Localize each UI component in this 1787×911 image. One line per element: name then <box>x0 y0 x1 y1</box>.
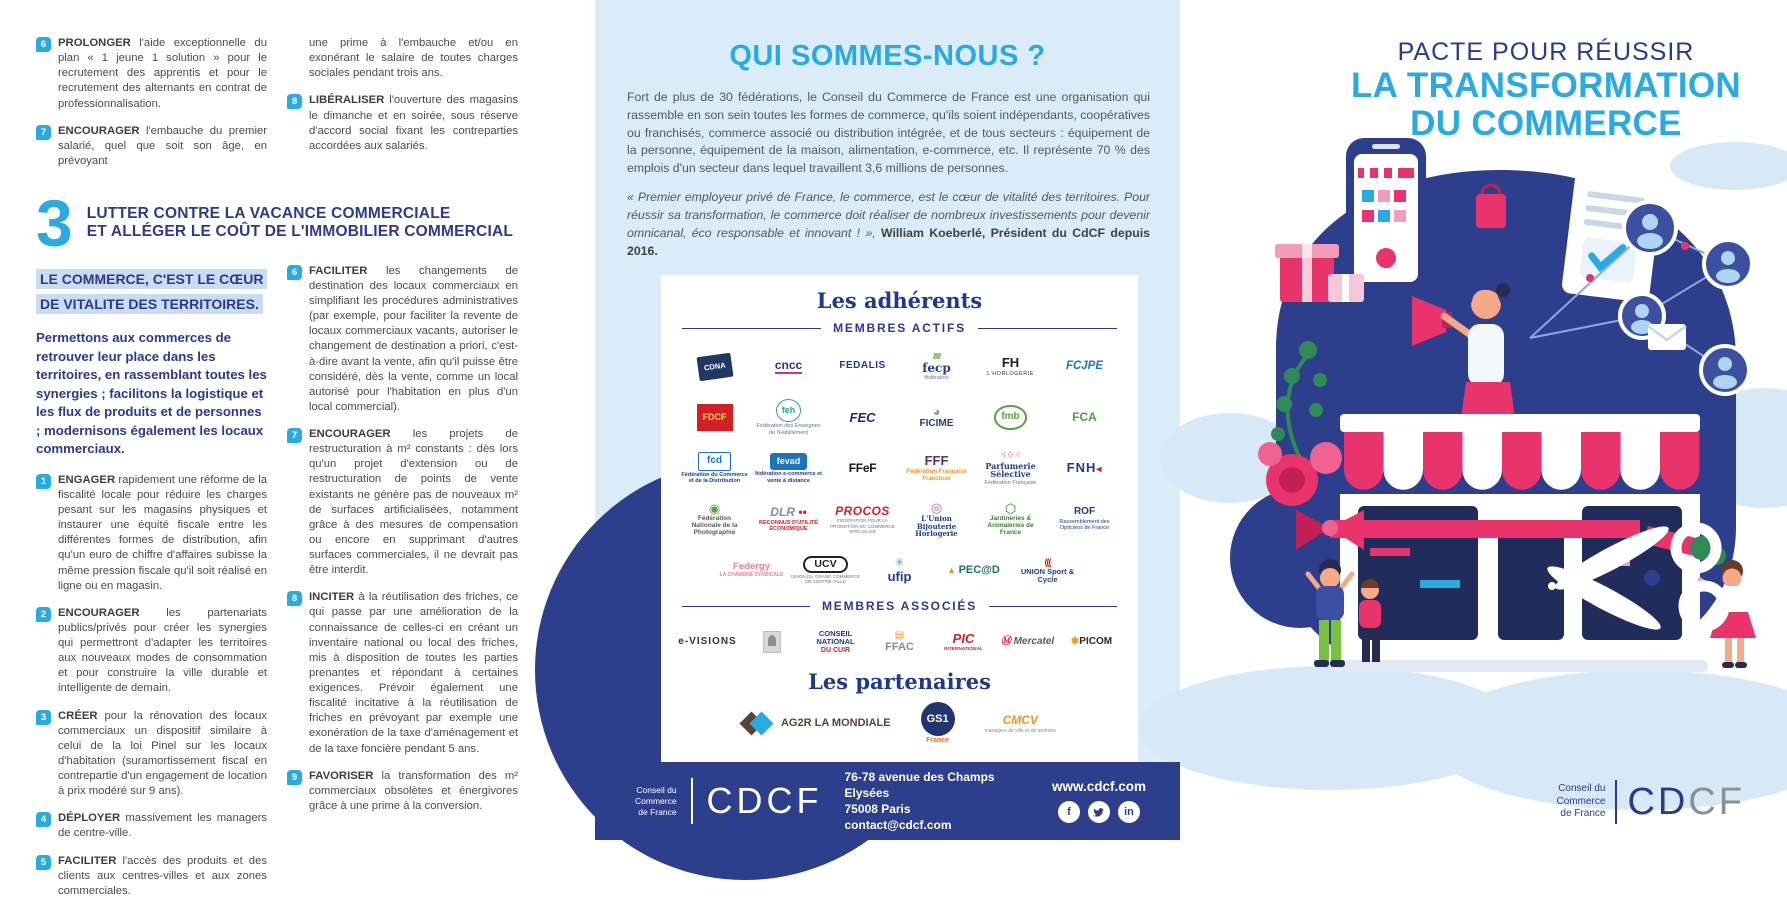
logo-fnh: FNH ◂ <box>1049 447 1121 489</box>
logo-mercatel: Ⓜ Mercatel <box>997 623 1059 661</box>
shop-door <box>1498 522 1564 640</box>
adherents-title: Les adhérents <box>816 288 983 314</box>
logo-parfumerie-selective: ⁖⁘⁖ Parfumerie Sélective Fédération Française <box>975 447 1047 489</box>
logo-fevad: fevad fédération e-commerce et vente à distance <box>753 447 825 489</box>
logo-pic-international: PIC INTERNATIONAL <box>944 631 983 653</box>
logo-dlr: DLR •• RECONNUS D'UTILITÉ ÉCONOMIQUE <box>753 498 825 540</box>
twitter-icon[interactable] <box>1088 801 1110 823</box>
portrait-stamp-icon <box>763 631 781 653</box>
logo-fh-horlogerie: FH L'HORLOGERIE <box>987 354 1034 377</box>
item-number-badge: 5 <box>36 855 51 870</box>
about-paragraph: Fort de plus de 30 fédérations, le Conseil du Commerce de France est une organisation qui rassemble en son sein toutes les formes de commerce, qu'ils soient indépendants, coopératives ou franchisés, commerce associé ou distribution intégrée, et de tous secteurs : équipement de la personne, équipement de la maison, alimentation, e-commerce, etc. Il représente 70 % des emplois d'un secteur dans lequel travaillent 3,6 millions de personnes. <box>627 90 1150 176</box>
logo-fmb: fmb <box>975 396 1047 438</box>
logo-divider <box>1615 780 1617 824</box>
logo-conseil-national-cuir: CONSEIL NATIONAL DU CUIR <box>816 629 855 654</box>
address-line: 76-78 avenue des Champs Elysées <box>844 769 995 801</box>
logo-fdcf: FDCF <box>679 396 751 438</box>
logo-federgy: Federgy LA CHAMBRE SYNDICALE <box>719 561 784 579</box>
cover-kicker: PACTE POUR RÉUSSIR <box>1397 38 1695 66</box>
address-line: 75008 Paris <box>844 802 911 817</box>
action-item-9: 9 FAVORISER la transformation des m² commerciaux obsolètes et énergivores grâce à une prime à la conversion. <box>287 769 518 814</box>
logo-federation-photographie: ◉ Fédération Nationale de la Photographie <box>679 498 751 540</box>
cloud-top-right <box>1670 142 1787 190</box>
panel-left <box>0 0 530 897</box>
cdcf-wordmark: Conseil du Commerce de France <box>1556 783 1606 820</box>
logo-ufip: ✳ ufip <box>864 549 936 591</box>
logo-cdna: CDNA <box>679 345 751 387</box>
logo-e-visions: e-VISIONS <box>678 636 737 648</box>
logo-union-sport-cycle: ((( UNION Sport & Cycle <box>1012 549 1084 591</box>
action-item-1: 1 ENGAGER rapidement une réforme de la fiscalité locale pour réduire les charges pesant sur les magasins physiques et instaurer une équité fiscale entre les différentes formes de distribution, afin qu'un euro de chiffre d'affaires subisse la même pression fiscale qu'il soit réalisé en ligne ou en magasin. <box>36 473 267 594</box>
action-item-3: 3 CRÉER pour la rénovation des locaux commerciaux un dispositif similaire à celui de la loi Pinel sur les locaux d'habitation (suramortissement fiscal en contrepartie d'un engagement de location à prix modéré sur 9 ans). <box>36 709 267 800</box>
cdcf-logo-bottom <box>1557 780 1745 824</box>
envelope-icon <box>1648 324 1686 350</box>
cover-title-line2: DU COMMERCE <box>1410 103 1682 143</box>
who-are-we-title: QUI SOMMES-NOUS ? <box>729 40 1046 72</box>
logo-ffac: ▤ FFAC <box>869 623 931 661</box>
members-card <box>661 275 1138 762</box>
section-3-columns <box>36 264 518 911</box>
item-number-badge: 3 <box>36 710 51 725</box>
president-quote: « Premier employeur privé de France, le commerce, est le cœur de vitalité des territoires. Pour réussir sa transformation, le commerce doit réaliser de nombreux investissements pour devenir omnicanal, éco responsable et innovant ! », William Koeberlé, Président du CdCF depuis 2016. <box>627 190 1150 258</box>
cdcf-acronym: CDCF <box>706 780 823 822</box>
logo-fedalis: FEDALIS <box>839 360 886 372</box>
avatar-circle <box>1701 346 1749 394</box>
avatar-circle <box>1624 202 1676 254</box>
continuation-paragraph: une prime à l'embauche et/ou en exonérant le salaire de toutes charges sociales pendant trois ans. <box>309 37 518 80</box>
middle-footer <box>595 762 1180 840</box>
active-members-divider: MEMBRES ACTIFS <box>682 321 1117 335</box>
cover-titles <box>1351 38 1741 143</box>
partners-title: Les partenaires <box>808 669 991 695</box>
item-number-badge: 9 <box>287 770 302 785</box>
linkedin-icon[interactable]: in <box>1118 801 1140 823</box>
avatar-circle <box>1704 240 1752 288</box>
item-number-badge: 7 <box>36 125 51 140</box>
logo-pecad: ▲ PEC@D <box>938 549 1010 591</box>
logo-ucv: UCV UNION DU GRAND COMMERCE DE CENTRE-VILLE <box>790 558 861 585</box>
logo-fff-franchise: FFF Fédération Française Franchise <box>906 453 967 482</box>
action-item-5: 5 FACILITER l'accès des produits et des clients aux centres-villes et aux zones commerciales. <box>36 854 267 899</box>
contact-email-link[interactable]: contact@cdcf.com <box>844 818 952 833</box>
associate-members-divider: MEMBRES ASSOCIÉS <box>682 599 1117 613</box>
logo-cncc: cncc <box>753 345 825 387</box>
logo-cmcv: CMCV managers de ville et de territoire <box>984 712 1057 734</box>
action-item-6-top: 6 PROLONGER l'aide exceptionnelle du plan « 1 jeune 1 solution » pour le recrutement des apprentis et pour le recrutement des alternants en contrat de professionnalisation. <box>36 36 267 112</box>
action-item-7-top: 7 ENCOURAGER l'embauche du premier salarié, quel que soit son âge, en prévoyant <box>36 124 267 169</box>
logo-fcd: fcd Fédération du Commerce et de la Distribution <box>679 447 751 489</box>
action-item-6: 6 FACILITER les changements de destination des locaux commerciaux en simplifiant les procédures administratives (par exemple, pour faciliter la revente de locaux commerciaux vacants, autoriser le changement de destination a priori, c'est-à-dire avant la vente, afin qu'il puisse être considéré, dès la vente, comme un local autorisé pour l'habitation en plus d'un local commercial). <box>287 264 518 415</box>
transformation-illustration <box>1180 128 1787 778</box>
logo-picom: ✱ PICOM <box>1061 623 1123 661</box>
logo-jardineries-animaleries: ⬡ Jardineries & Animaleries de France <box>975 498 1047 540</box>
section-3-header <box>36 186 518 260</box>
highlight-statement: LE COMMERCE, C'EST LE CŒUR DE VITALITE DES TERRITOIRES. <box>36 268 267 318</box>
action-item-2: 2 ENCOURAGER les partenariats publics/privés pour créer les synergies qui permettront d'adapter les territoires aux nouveaux modes de consommation et pour construire la ville durable et intelligente de demain. <box>36 606 267 697</box>
logo-fecp: ////// fecp fédération <box>901 345 973 387</box>
action-item-8: 8 INCITER à la réutilisation des friches, ce qui passe par une amélioration de la connaissance de celles-ci en créant un inventaire national ou local des friches, mis à disposition de toutes les parties prenantes et répondant à certaines exigences. Prévoir également une fiscalité incitative à la réutilisation de friches en prévoyant par exemple une exonération de la taxe d'aménagement et de la taxe foncière pendant 5 ans. <box>287 590 518 756</box>
action-item-4: 4 DÉPLOYER massivement les managers de centre-ville. <box>36 811 267 841</box>
cdcf-acronym: CDCF <box>1627 780 1745 823</box>
item-number-badge: 1 <box>36 474 51 489</box>
facebook-icon[interactable]: f <box>1058 801 1080 823</box>
item-number-badge: 8 <box>287 94 302 109</box>
logo-divider <box>691 778 693 824</box>
logo-ficime: ◕ FICIME <box>901 396 973 438</box>
logo-fcjpe: FCJPE <box>1065 360 1104 373</box>
panel-right <box>1180 0 1787 840</box>
active-members-logos <box>674 345 1125 591</box>
person-left-2 <box>1359 579 1381 662</box>
logo-procos: PROCOS FÉDÉRATION POUR LA PROMOTION DU COMMERCE SPÉCIALISÉ <box>830 503 895 534</box>
logo-fca: FCA <box>1072 410 1097 425</box>
social-icons <box>1058 801 1140 823</box>
logo-feh: feh Fédération des Enseignes de l'Habillement <box>753 396 825 438</box>
item-number-badge: 4 <box>36 812 51 827</box>
address-block <box>845 769 1038 834</box>
ag2r-diamond-icon <box>743 708 773 738</box>
awning-stripes <box>1344 432 1700 490</box>
top-columns <box>36 36 518 181</box>
panel-middle <box>595 0 1180 840</box>
item-number-badge: 8 <box>287 591 302 606</box>
section-number: 3 <box>36 186 73 260</box>
logo-union-bijouterie-horlogerie: ◎ L'Union Bijouterie Horlogerie <box>901 498 973 540</box>
associate-members-logos <box>674 623 1125 661</box>
cover-title-line1: LA TRANSFORMATION <box>1350 66 1741 105</box>
logo-ag2r-la-mondiale: AG2R LA MONDIALE <box>743 708 891 738</box>
logo-gs1-france: GS1 France <box>921 702 955 744</box>
logo-stamp <box>741 623 803 661</box>
logo-rof-opticiens: ROF Rassemblement des Opticiens de France <box>1059 506 1110 532</box>
item-number-badge: 2 <box>36 607 51 622</box>
partners-logos <box>674 702 1125 744</box>
item-number-badge: 6 <box>36 37 51 52</box>
logo-fec: FEC <box>849 409 876 425</box>
item-number-badge: 6 <box>287 265 302 280</box>
logo-ffef: FFeF <box>848 461 877 476</box>
action-item-7: 7 ENCOURAGER les projets de restructuration à m² constants : dès lors qu'un projet d'extension ou de restructuration de points de vente existants ne génère pas de nouveaux m² de surfaces artificialisées, notamment grâce à des mesures de compensation ou encore en supprimant d'autres surfaces commerciales, il ne devrait pas être interdit. <box>287 427 518 578</box>
item-number-badge: 7 <box>287 428 302 443</box>
cdcf-wordmark: Conseil du Commerce de France <box>635 784 677 817</box>
action-item-8-top: 8 LIBÉRALISER l'ouverture des magasins le dimanche et en soirée, sous réserve d'accord social fixant les contreparties accordées aux salariés. <box>287 93 518 154</box>
website-link[interactable]: www.cdcf.com <box>1051 779 1146 795</box>
section-intro: Permettons aux commerces de retrouver leur place dans les territoires, en rassemblant toutes les synergies ; facilitons la logistique et les flux de produits et de personnes ; modernisons également les locaux commerciaux. <box>36 330 267 457</box>
section-title: LUTTER CONTRE LA VACANCE COMMERCIALE ET ALLÉGER LE COÛT DE L'IMMOBILIER COMMERCIAL <box>86 205 514 241</box>
